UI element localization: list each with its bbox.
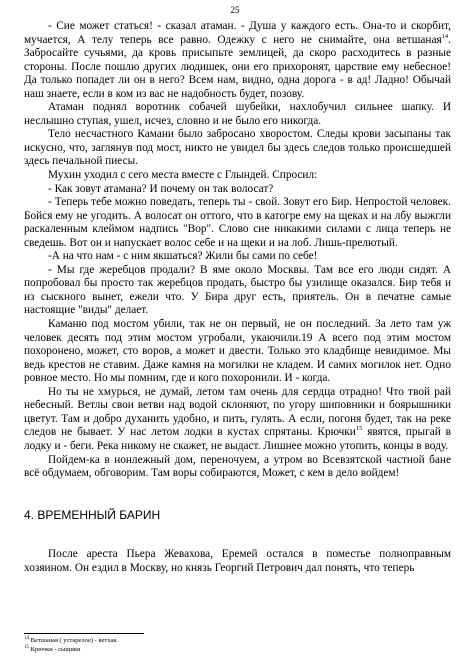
paragraph: Атаман поднял воротник собачей шубейки, нахлобучил сильнее шапку. И неслышно ступая, ушел, исчез, словно и не было его никогда. (24, 101, 451, 127)
paragraph: - Теперь тебе можно поведать, теперь ты - свой. Зовут его Бир. Непростой человек. Бойся ему не угодить. А волосат он оттого, что в катогре ему на щеках и на лбу выжгли раскаленным клеймом надпись "Вор". Слово сие никакими силами с лица теперь не сведешь. Вот он и напускает волос себе и на щеки и на лоб. Лишь-прелютый. (24, 196, 451, 249)
paragraph: После ареста Пьера Жевахова, Еремей остался в поместье полноправным хозяином. Он ездил в Москву, но князь Георгий Петрович дал понять, что теперь (24, 548, 451, 574)
paragraph: Тело несчастного Камани было забросано хворостом. Следы крови засыпаны так искусно, что, заглянув под мост, никто не увидел бы здесь следов только происшедшей здесь печальной пиесы. (24, 128, 451, 168)
footnote-ref: 14 (441, 32, 449, 40)
footnote: $^{14}$ Ветшаная ( устарелое) - ветхая. (24, 635, 118, 644)
paragraph: - Мы где жеребцов продали? В яме около Москвы. Там все его люди сидят. А попробовал бы просто так жеребцов продать, быстро бы узилище оказался. Бир тебя и из сыскного вынет, ежели что. У Бира друг есть, приятель. Он в печатне самые настоящие "виды" делает. (24, 263, 451, 317)
paragraph: Но ты не хмурься, не думай, летом там очень для сердца отрадно! Что твой рай небесный. Ветлы свои ветви над водой склоняют, по угору шиповники и боярышники цветут. Там и добро духанить удобно, и пить, гулять. А если, погоня будет, так на реке следов не бывает. У нас летом лодки в кустах спрятаны. Крючки$^{15}$ явятся, прыгай в лодку и - беги. Река никому не скажет, не выдаст. Лишнее можно утопить, концы в воду. (24, 385, 451, 452)
footnote: $^{15}$ Крючки - сыщики (24, 644, 81, 653)
paragraph: - Сие может статься! - сказал атаман. - Душа у каждого есть. Она-то и скорбит, мучается, А телу теперь все равно. Одежку с него не снимайте, она ветшаная$^{14}$. Забросайте сучьями, да кровь присыпьте землицей, да скоро расходитесь в разные стороны. После пошлю других людишек, они его прихоронят, царствие ему небесное! Да только попадет ли он в него? Всем нам, видно, одна дорога - в ад! Ладно! Обычай наш знаете, если в ком из вас не надобность будет, позову. (24, 20, 451, 100)
paragraph: - Как зовут атамана? И почему он так волосат? (48, 182, 274, 195)
paragraph: Мухин уходил с сего места вместе с Глындей. Спросил: (48, 169, 318, 182)
page-number: 25 (230, 5, 240, 15)
paragraph: -А на что нам - с ним якшаться? Жили бы сами по себе! (48, 250, 318, 263)
footnote-divider (24, 633, 144, 634)
chapter-heading: 4. ВРЕМЕННЫЙ БАРИН (24, 507, 161, 522)
page-body (24, 20, 451, 575)
footnotes (24, 637, 451, 654)
paragraph: Каманю под мостом убили, так не он первый, не он последний. За лето там уж человек десять под этим мостом угробали, укаючили.19 А всего под этим мостом похоронено, может, сто воров, а может и двести. Только это кладбище невидимое. Мы ведь крестов не ставим. Даже камня на могилки не кладем. И самих могилок нет. Одно ровное место. Но мы помним, где и кого похоронили. И - когда. (24, 318, 451, 385)
footnote-ref: 15 (355, 425, 363, 433)
paragraph: Пойдем-ка в нонлежный дом, переночуем, а утром во Всевзятской частной бане всё обдумаем, обговорим. Там воры собираются, Может, с кем в дело войдем! (24, 453, 451, 480)
